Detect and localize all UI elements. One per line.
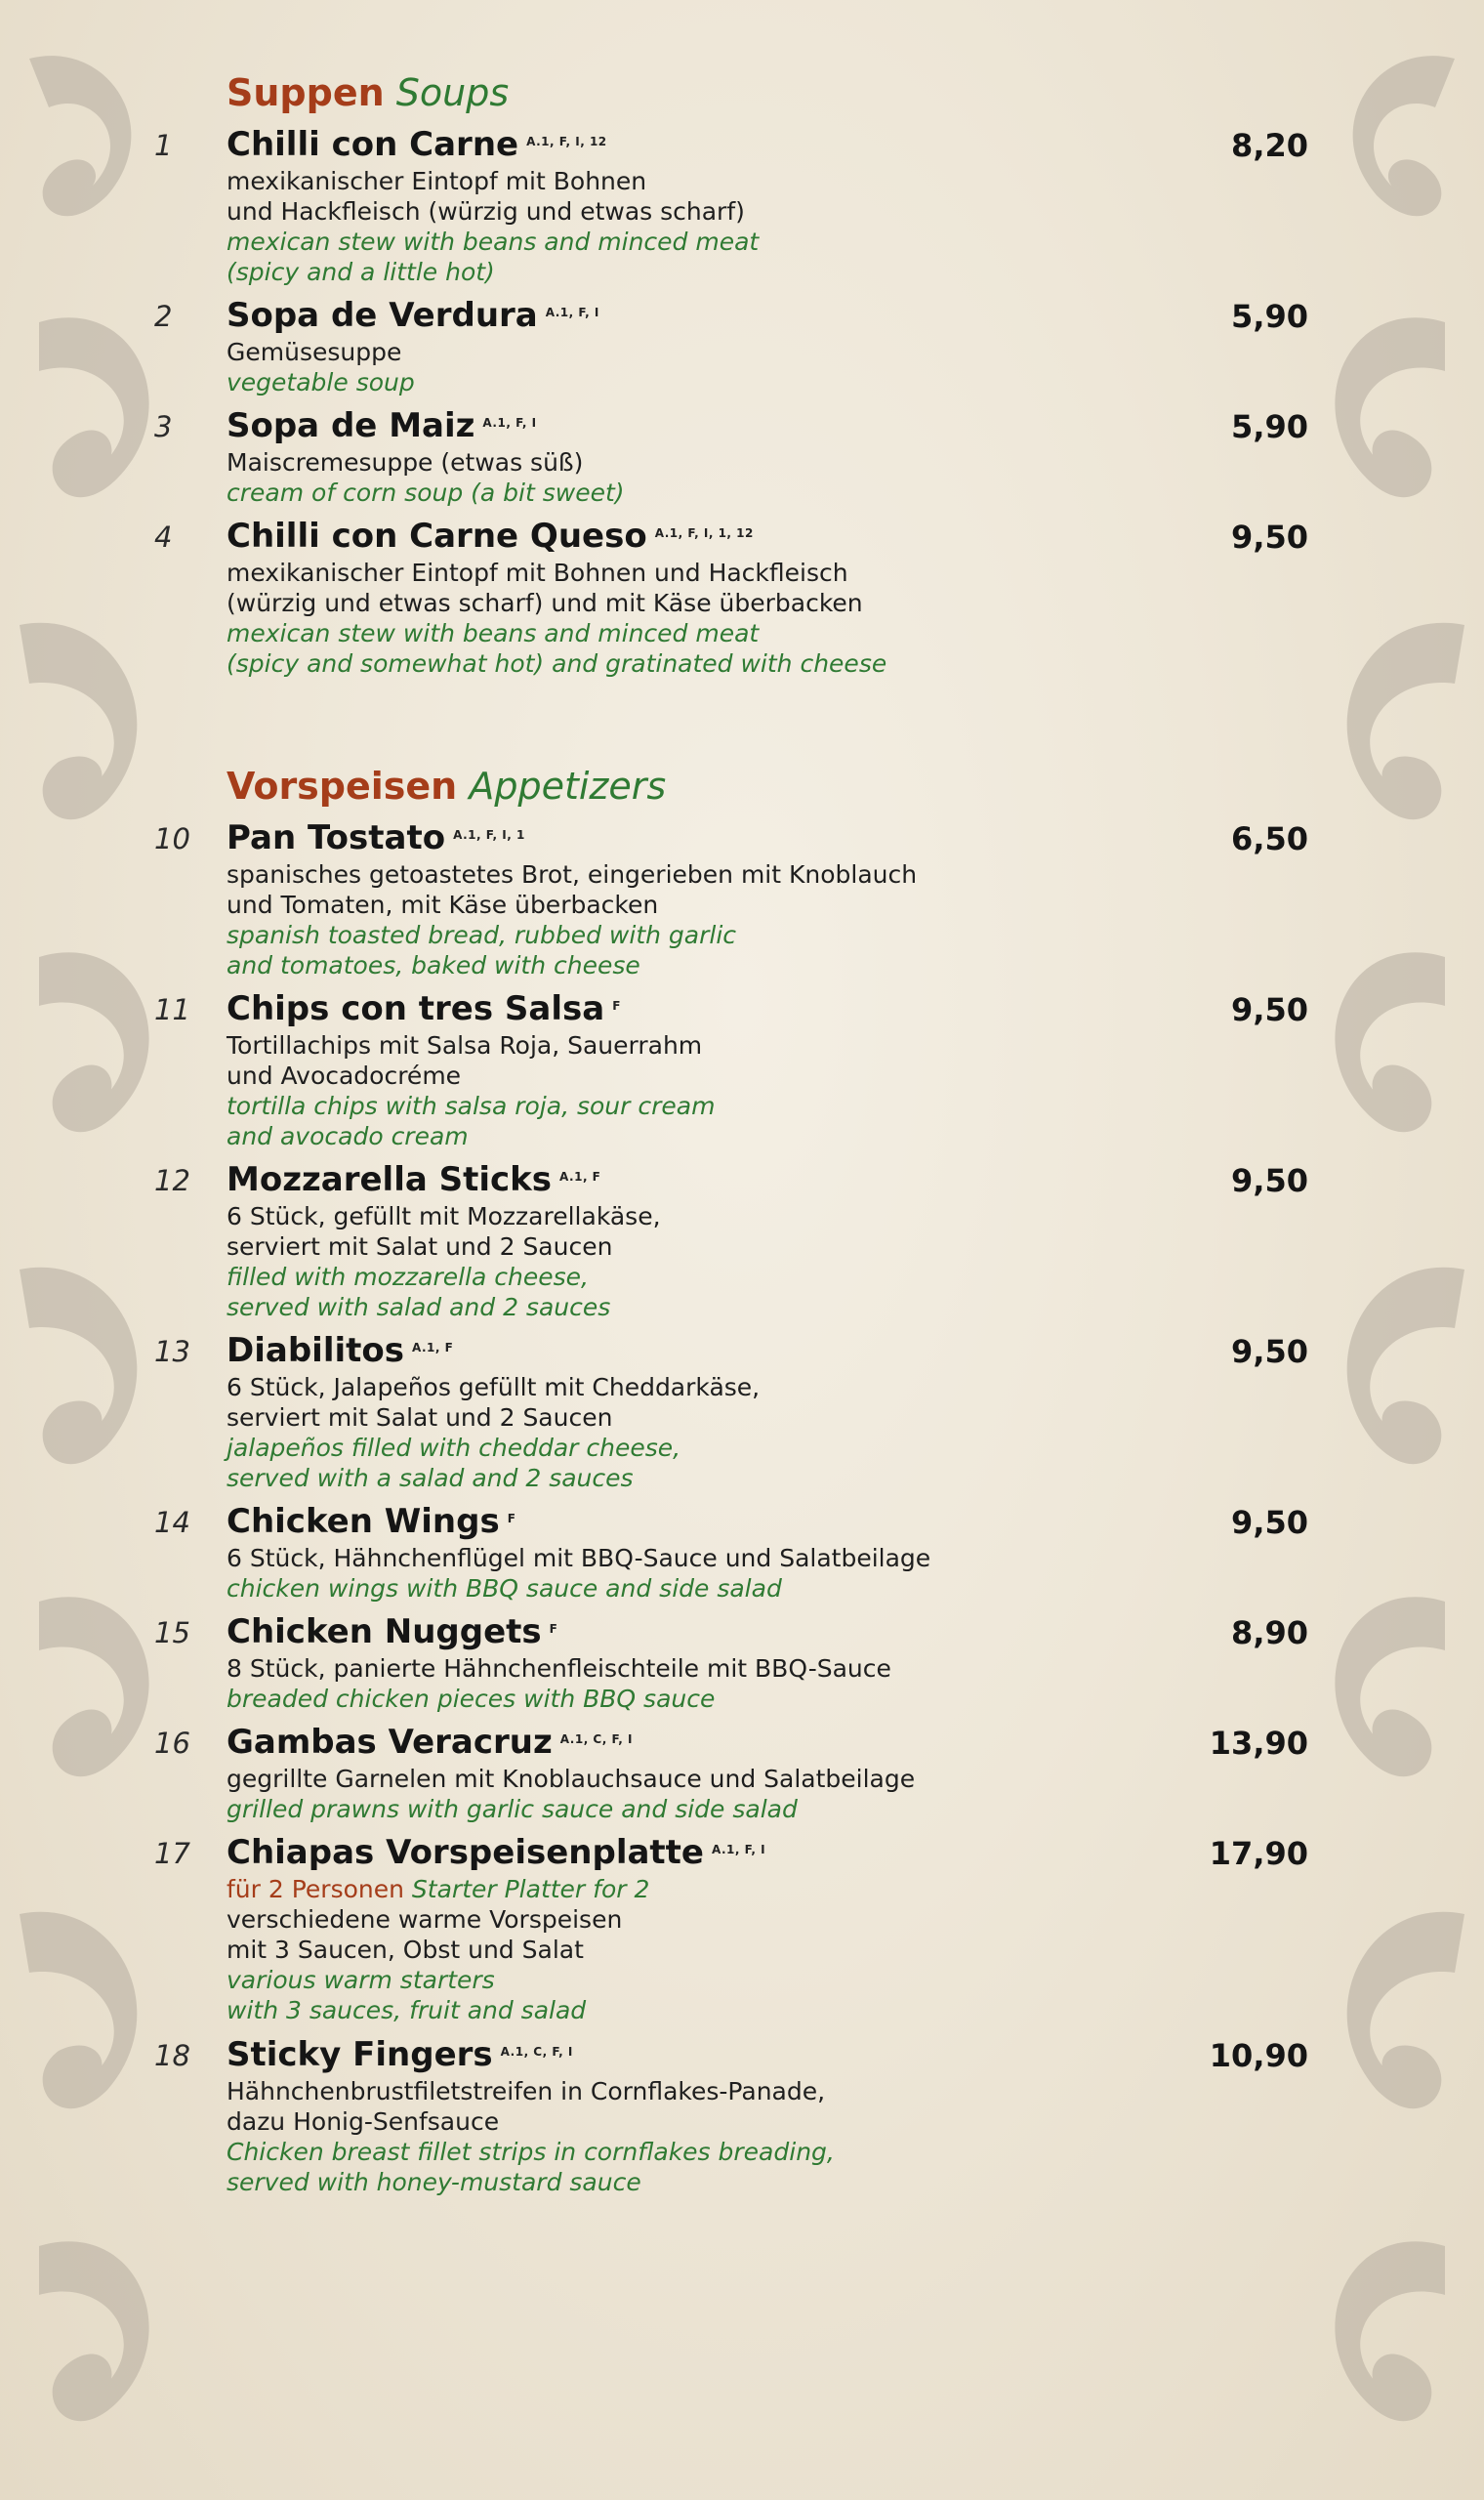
item-number: 12 <box>154 1164 190 1197</box>
item-subtitle <box>227 1874 1105 1904</box>
item-number: 15 <box>154 1616 190 1649</box>
item-allergens: F <box>507 1512 516 1525</box>
item-number: 18 <box>154 2039 190 2072</box>
item-desc-en: (spicy and a little hot) <box>227 258 495 286</box>
ornament-border-right <box>1259 0 1484 2500</box>
item-name: Sopa de Verdura <box>227 296 538 335</box>
item-allergens: A.1, C, F, I <box>559 1732 633 1746</box>
item-number: 4 <box>154 521 173 554</box>
item-desc-de: serviert mit Salat und 2 Saucen <box>227 1232 613 1261</box>
item-desc-en: filled with mozzarella cheese, <box>227 1263 589 1291</box>
item-desc-de: spanisches getoastetes Brot, eingerieben mit Knoblauch <box>227 860 918 889</box>
item-subtitle-de: für 2 Personen <box>227 1875 404 1903</box>
item-number: 14 <box>154 1506 190 1539</box>
item-desc-de: mexikanischer Eintopf mit Bohnen und Hackfleisch <box>227 559 848 587</box>
item-name: Chilli con Carne Queso <box>227 517 647 556</box>
section-title <box>227 764 666 809</box>
item-desc-en: jalapeños filled with cheddar cheese, <box>227 1434 681 1462</box>
ornament-border-left <box>0 0 225 2500</box>
item-price: 9,50 <box>1231 519 1308 556</box>
item-price: 9,50 <box>1231 1162 1308 1199</box>
item-desc-de: Maiscremesuppe (etwas süß) <box>227 448 584 477</box>
item-number: 13 <box>154 1335 190 1368</box>
item-name: Chilli con Carne <box>227 125 519 164</box>
item-desc-de: mit 3 Saucen, Obst und Salat <box>227 1936 584 1964</box>
item-name: Chiapas Vorspeisenplatte <box>227 1833 704 1872</box>
item-allergens: A.1, F, I, 1, 12 <box>654 526 754 540</box>
item-number: 16 <box>154 1727 190 1760</box>
item-desc-de: 6 Stück, Hähnchenflügel mit BBQ-Sauce und Salatbeilage <box>227 1544 931 1572</box>
item-desc-en: grilled prawns with garlic sauce and side salad <box>227 1795 798 1823</box>
item-allergens: A.1, F <box>411 1341 454 1354</box>
item-desc-en: mexican stew with beans and minced meat <box>227 619 760 647</box>
item-number: 17 <box>154 1837 190 1870</box>
item-allergens: A.1, F <box>559 1170 601 1184</box>
item-desc-de: verschiedene warme Vorspeisen <box>227 1905 623 1934</box>
item-desc-de: serviert mit Salat und 2 Saucen <box>227 1403 613 1432</box>
item-number: 1 <box>154 129 173 162</box>
item-desc-en: vegetable soup <box>227 368 415 396</box>
item-desc-en: and tomatoes, baked with cheese <box>227 951 640 979</box>
item-price: 9,50 <box>1231 1504 1308 1541</box>
item-desc-de: Tortillachips mit Salsa Roja, Sauerrahm <box>227 1031 703 1060</box>
item-price: 5,90 <box>1231 408 1308 445</box>
section-title-en: Appetizers <box>469 765 667 808</box>
section-title <box>227 70 509 115</box>
item-desc-de: 8 Stück, panierte Hähnchenfleischteile mit BBQ-Sauce <box>227 1654 891 1683</box>
item-number: 10 <box>154 822 190 855</box>
item-desc-de: mexikanischer Eintopf mit Bohnen <box>227 167 647 195</box>
item-allergens: F <box>612 999 621 1013</box>
item-desc-en: various warm starters <box>227 1966 495 1994</box>
item-number: 3 <box>154 410 173 443</box>
section-title-de: Vorspeisen <box>227 765 458 808</box>
item-desc-de: (würzig und etwas scharf) und mit Käse überbacken <box>227 589 863 617</box>
item-desc-de: Gemüsesuppe <box>227 338 402 366</box>
item-desc-de: dazu Honig-Senfsauce <box>227 2107 500 2136</box>
item-desc-de: gegrillte Garnelen mit Knoblauchsauce und Salatbeilage <box>227 1765 916 1793</box>
item-name: Sopa de Maiz <box>227 406 475 445</box>
item-name: Gambas Veracruz <box>227 1723 553 1762</box>
item-price: 10,90 <box>1209 2037 1308 2074</box>
section-title-en: Soups <box>395 71 510 114</box>
item-desc-en: served with a salad and 2 sauces <box>227 1464 634 1492</box>
item-allergens: A.1, C, F, I <box>500 2045 573 2059</box>
item-desc-en: tortilla chips with salsa roja, sour cream <box>227 1092 716 1120</box>
item-name: Mozzarella Sticks <box>227 1160 553 1199</box>
item-name: Chips con tres Salsa <box>227 989 605 1028</box>
item-allergens: A.1, F, I <box>545 306 599 319</box>
item-allergens: A.1, F, I <box>482 416 537 430</box>
item-desc-de: und Avocadocréme <box>227 1062 462 1090</box>
item-name: Sticky Fingers <box>227 2035 493 2074</box>
item-desc-en: and avocado cream <box>227 1122 469 1150</box>
item-allergens: A.1, F, I <box>711 1843 766 1856</box>
item-desc-en: (spicy and somewhat hot) and gratinated with cheese <box>227 649 887 678</box>
section-title-de: Suppen <box>227 71 385 114</box>
item-desc-en: served with honey-mustard sauce <box>227 2168 641 2196</box>
item-desc-en: spanish toasted bread, rubbed with garlic <box>227 921 737 949</box>
item-desc-de: 6 Stück, gefüllt mit Mozzarellakäse, <box>227 1202 661 1230</box>
item-number: 2 <box>154 300 173 333</box>
item-price: 13,90 <box>1209 1725 1308 1762</box>
item-desc-de: und Hackfleisch (würzig und etwas scharf) <box>227 197 745 226</box>
item-desc-en: Chicken breast fillet strips in cornflakes breading, <box>227 2138 835 2166</box>
item-price: 6,50 <box>1231 820 1308 857</box>
item-allergens: A.1, F, I, 12 <box>526 135 607 148</box>
item-desc-en: with 3 sauces, fruit and salad <box>227 1996 587 2024</box>
item-desc-de: 6 Stück, Jalapeños gefüllt mit Cheddarkäse, <box>227 1373 761 1401</box>
item-desc-de: und Tomaten, mit Käse überbacken <box>227 891 659 919</box>
item-desc-en: chicken wings with BBQ sauce and side salad <box>227 1574 782 1603</box>
item-desc-en: cream of corn soup (a bit sweet) <box>227 479 625 507</box>
item-subtitle-en: Starter Platter for 2 <box>411 1875 650 1903</box>
item-price: 17,90 <box>1209 1835 1308 1872</box>
item-allergens: F <box>549 1622 558 1636</box>
item-name: Diabilitos <box>227 1331 404 1370</box>
item-number: 11 <box>154 993 190 1026</box>
item-name: Chicken Nuggets <box>227 1612 542 1651</box>
item-price: 9,50 <box>1231 1333 1308 1370</box>
item-name: Pan Tostato <box>227 818 446 857</box>
item-desc-en: served with salad and 2 sauces <box>227 1293 611 1321</box>
item-name: Chicken Wings <box>227 1502 500 1541</box>
item-desc-en: breaded chicken pieces with BBQ sauce <box>227 1685 716 1713</box>
item-price: 9,50 <box>1231 991 1308 1028</box>
item-price: 5,90 <box>1231 298 1308 335</box>
item-desc-en: mexican stew with beans and minced meat <box>227 228 760 256</box>
item-allergens: A.1, F, I, 1 <box>453 828 525 842</box>
item-price: 8,20 <box>1231 127 1308 164</box>
item-desc-de: Hähnchenbrustfiletstreifen in Cornflakes-Panade, <box>227 2077 826 2105</box>
item-price: 8,90 <box>1231 1614 1308 1651</box>
